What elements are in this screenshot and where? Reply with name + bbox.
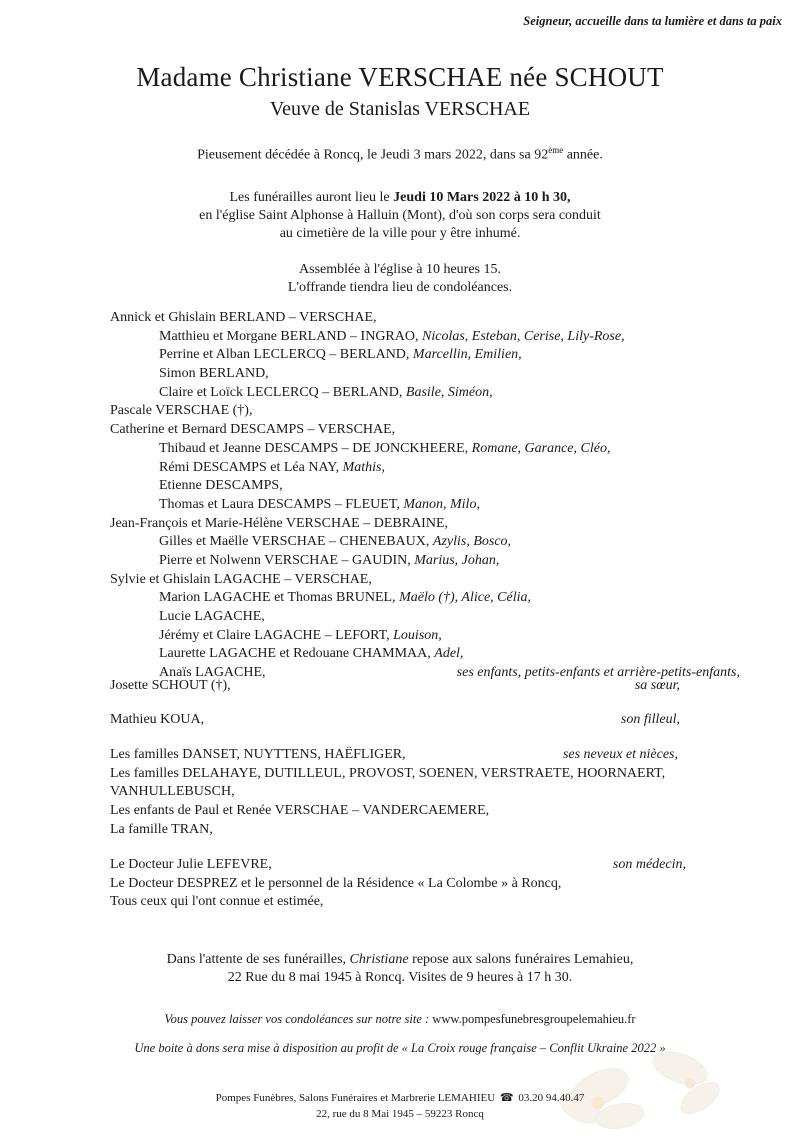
family-member: Anaïs LAGACHE, ses enfants, petits-enfants et arrière-petits-enfants, [0, 664, 800, 683]
family-member: Gilles et Maëlle VERSCHAE – CHENEBAUX, Azylis, Bosco, [159, 534, 512, 550]
phone-number: 03.20 94.40.47 [518, 1092, 585, 1104]
deceased-name: Madame Christiane VERSCHAE née SCHOUT [136, 62, 664, 92]
sister-entry: Josette SCHOUT (†), sa sœur, [110, 677, 770, 696]
family-member: Jérémy et Claire LAGACHE – LEFORT, Louison, [159, 627, 442, 643]
children-names: Louison, [393, 627, 442, 643]
family-member: Sylvie et Ghislain LAGACHE – VERSCHAE, [110, 571, 372, 587]
godson-entry: Mathieu KOUA, son filleul, [110, 711, 770, 730]
children-names: Marius, Johan, [414, 552, 500, 568]
assembly-details: Assemblée à l'église à 10 heures 15. L'offrande tiendra lieu de condoléances. [287, 262, 513, 295]
website-link[interactable]: www.pompesfunebresgroupelemahieu.fr [432, 1012, 636, 1026]
family-member: Pierre et Nolwenn VERSCHAE – GAUDIN, Marius, Johan, [159, 552, 500, 568]
relation-label: sa sœur, [634, 678, 680, 693]
children-names: Marcellin, Emilien, [412, 347, 522, 363]
relatives-entries: Les familles DANSET, NUYTTENS, HAËFLIGER, ses neveux et nièces, Les familles DELAHAYE, DUTILLEUL, PROVOST, SOENEN, VERSTRAETE, HOORNAERT, VANHULLEBUSCH, Les enfants de Paul et Renée VERSCHAE – VANDERCAEMERE, La famille TRAN, [110, 747, 678, 837]
family-member: Perrine et Alban LECLERCQ – BERLAND, Marcellin, Emilien, [159, 347, 522, 363]
children-names: Azylis, Bosco, [432, 534, 512, 550]
children-names: Manon, Milo, [403, 496, 480, 512]
children-names: Mathis, [342, 459, 385, 475]
family-member: Simon BERLAND, [159, 366, 269, 382]
relation-label: son filleul, [620, 712, 680, 727]
widow-of: Veuve de Stanislas VERSCHAE [269, 98, 531, 120]
family-member: Claire et Loïck LECLERCQ – BERLAND, Basile, Siméon, [159, 384, 493, 400]
family-member: Rémi DESCAMPS et Léa NAY, Mathis, [159, 459, 385, 475]
family-member: Laurette LAGACHE et Redouane CHAMMAA, Adel, [159, 646, 464, 662]
children-names: Romane, Garance, Cléo, [471, 440, 611, 456]
children-names: Maëlo (†), Alice, Célia, [399, 590, 531, 606]
relation-label: son médecin, [612, 857, 686, 872]
resting-place: Dans l'attente de ses funérailles, Christiane repose aux salons funéraires Lemahieu, 22 Rue du 8 mai 1945 à Roncq. Visites de 9 heures à 17 h 30. [166, 952, 634, 985]
children-names: Basile, Siméon, [405, 384, 493, 400]
funeral-details: Les funérailles auront lieu le Jeudi 10 Mars 2022 à 10 h 30, en l'église Saint Alphonse à Halluin (Mont), d'où son corps sera conduit au cimetière de la ville pour y être inhumé. [199, 190, 601, 241]
family-member: Pascale VERSCHAE (†), [110, 403, 253, 419]
children-names: Adel, [434, 646, 464, 662]
family-member: Catherine et Bernard DESCAMPS – VERSCHAE, [110, 422, 396, 438]
family-member: Thibaud et Jeanne DESCAMPS – DE JONCKHEERE, Romane, Garance, Cléo, [159, 440, 611, 456]
family-member: Etienne DESCAMPS, [159, 478, 283, 494]
condolence-website: Vous pouvez laisser vos condoléances sur notre site : www.pompesfunebresgroupelemahieu.fr [164, 1012, 636, 1026]
death-announcement: Pieusement décédée à Roncq, le Jeudi 3 mars 2022, dans sa 92ème année. [197, 145, 603, 163]
family-member: Matthieu et Morgane BERLAND – INGRAO, Nicolas, Esteban, Cerise, Lily-Rose, [159, 328, 625, 344]
relation-label: ses enfants, petits-enfants et arrière-petits-enfants, [456, 665, 740, 681]
family-member: Annick et Ghislain BERLAND – VERSCHAE, [110, 310, 377, 325]
telephone-icon: ☎ [499, 1092, 514, 1104]
family-member: Marion LAGACHE et Thomas BRUNEL, Maëlo (†), Alice, Célia, [159, 590, 531, 606]
care-entries: Le Docteur Julie LEFEVRE, son médecin, Le Docteur DESPREZ et le personnel de la Résidence « La Colombe » à Roncq, Tous ceux qui l'ont connue et estimée, [110, 857, 686, 910]
family-list [0, 309, 800, 683]
donation-notice: Une boite à dons sera mise à disposition au profit de « La Croix rouge française – Conflit Ukraine 2022 » [134, 1041, 666, 1055]
family-member: Lucie LAGACHE, [159, 609, 265, 624]
family-member: Jean-François et Marie-Hélène VERSCHAE – DEBRAINE, [110, 515, 449, 531]
relation-label: ses neveux et nièces, [562, 747, 678, 762]
family-member: Thomas et Laura DESCAMPS – FLEUET, Manon, Milo, [159, 496, 480, 512]
motto: Seigneur, accueille dans ta lumière et dans ta paix [523, 14, 782, 28]
funeral-date: Jeudi 10 Mars 2022 à 10 h 30, [393, 190, 571, 205]
children-names: Nicolas, Esteban, Cerise, Lily-Rose, [422, 328, 625, 344]
funeral-home-footer: Pompes Funèbres, Salons Funéraires et Marbrerie LEMAHIEU ☎ 03.20 94.40.47 22, rue du 8 Mai 1945 – 59223 Roncq [215, 1092, 585, 1120]
